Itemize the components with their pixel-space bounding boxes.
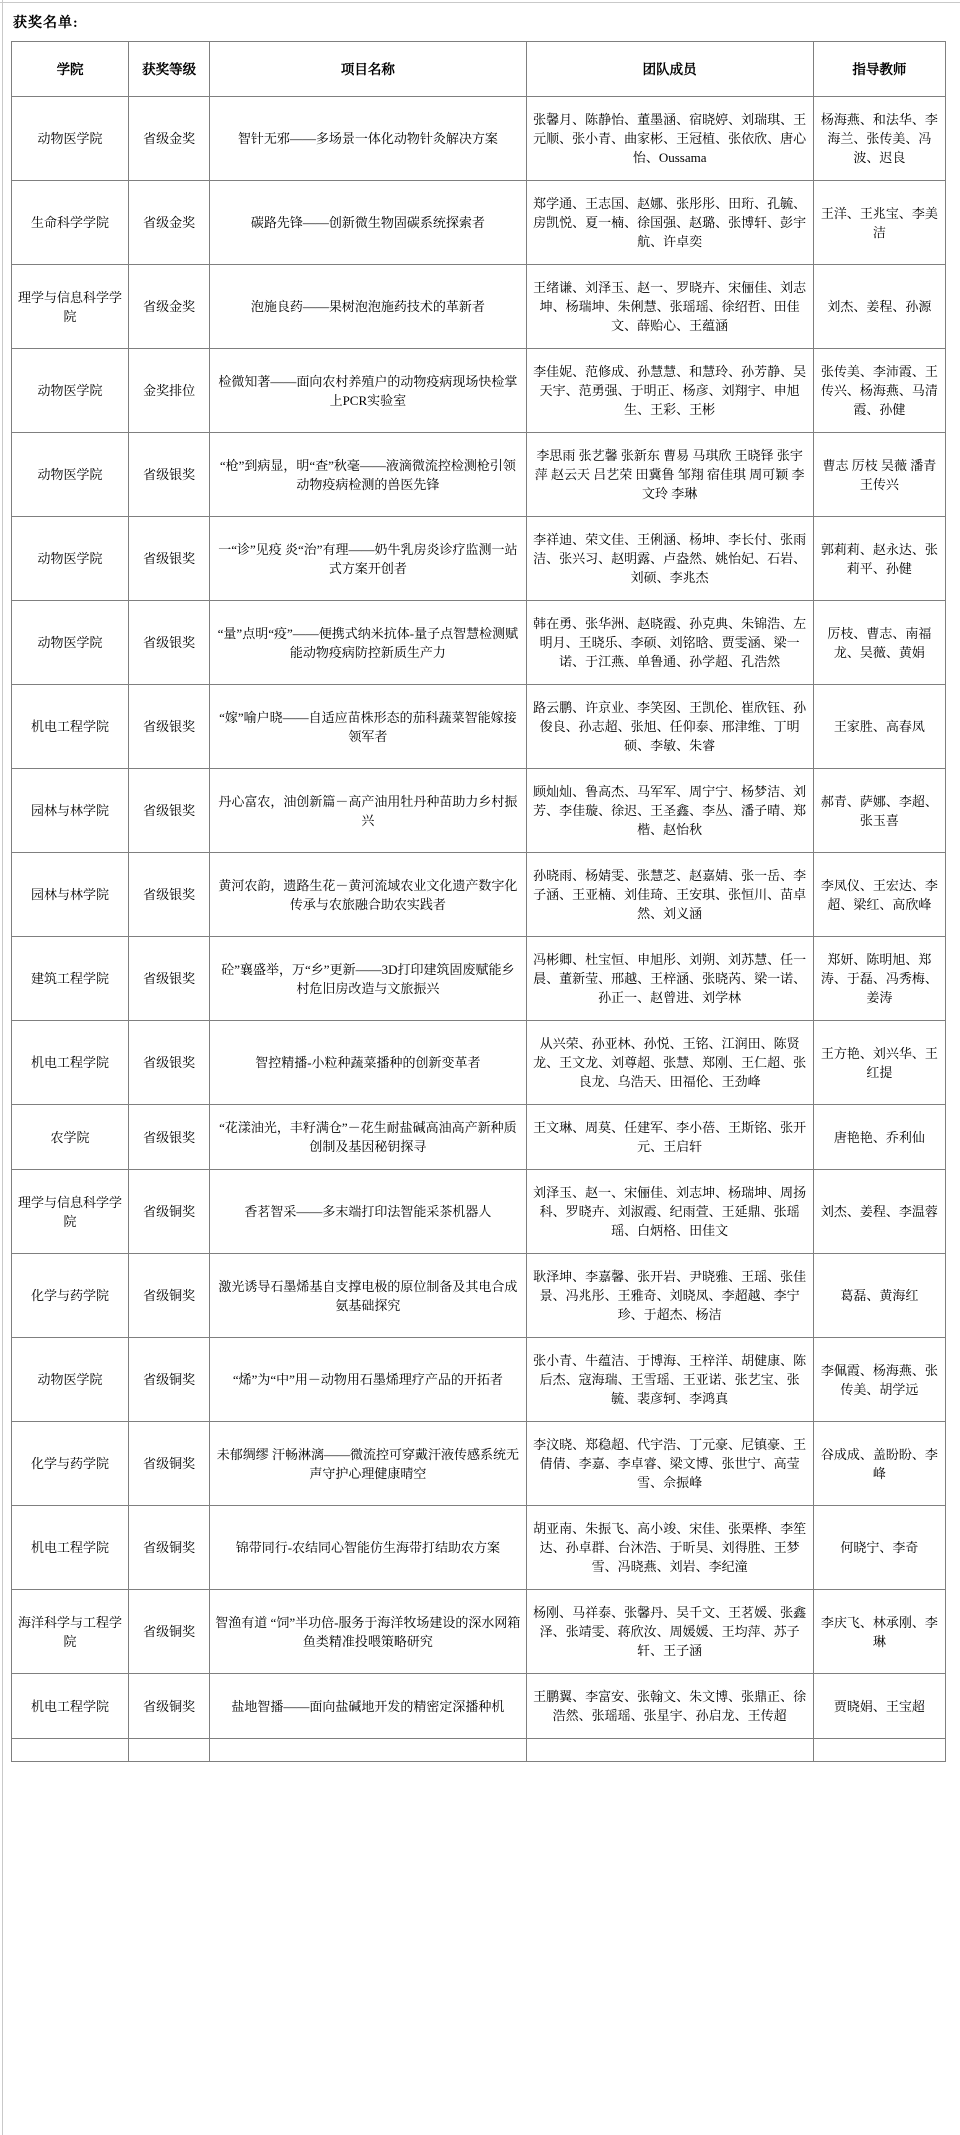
- college-cell: 动物医学院: [12, 517, 129, 601]
- col-header-college: 学院: [12, 42, 129, 97]
- award-level-cell: 省级银奖: [129, 517, 210, 601]
- col-header-award-level: 获奖等级: [129, 42, 210, 97]
- team-members-cell: 王文琳、周莫、任建军、李小蓓、王斯铭、张开元、王启轩: [526, 1105, 813, 1170]
- team-members-cell: 顾灿灿、鲁高杰、马军军、周宁宁、杨梦洁、刘芳、李佳璇、徐迟、王圣鑫、李丛、潘子晴、郑楷、赵怡秋: [526, 769, 813, 853]
- advisors-cell: 刘杰、姜程、孙源: [813, 265, 945, 349]
- advisors-cell: 李佩霞、杨海燕、张传美、胡学远: [813, 1338, 945, 1422]
- award-level-cell: 省级银奖: [129, 433, 210, 517]
- college-cell: 化学与药学院: [12, 1254, 129, 1338]
- college-cell: 机电工程学院: [12, 685, 129, 769]
- advisors-cell: 王家胜、高春凤: [813, 685, 945, 769]
- project-name-cell: 智控精播-小粒种蔬菜播种的创新变革者: [210, 1021, 526, 1105]
- advisors-cell: 何晓宁、李奇: [813, 1506, 945, 1590]
- empty-cell: [12, 1739, 129, 1762]
- project-name-cell: 丹心富农，油创新篇－高产油用牡丹种苗助力乡村振兴: [210, 769, 526, 853]
- table-row: [12, 1254, 946, 1338]
- col-header-advisors: 指导教师: [813, 42, 945, 97]
- award-level-cell: 省级铜奖: [129, 1170, 210, 1254]
- table-row: [12, 517, 946, 601]
- project-name-cell: 检微知著——面向农村养殖户的动物疫病现场快检掌上PCR实验室: [210, 349, 526, 433]
- award-level-cell: 省级金奖: [129, 265, 210, 349]
- advisors-cell: 李凤仪、王宏达、李超、梁红、高欣峰: [813, 853, 945, 937]
- award-level-cell: 省级银奖: [129, 685, 210, 769]
- team-members-cell: 从兴荣、孙亚林、孙悦、王铭、江润田、陈贤龙、王文龙、刘尊超、张慧、郑刚、王仁超、张良龙、乌浩天、田福伦、王劲峰: [526, 1021, 813, 1105]
- team-members-cell: 李思雨 张艺馨 张新东 曹易 马琪欣 王晓铎 张宇萍 赵云天 吕艺荣 田冀鲁 邹翔 宿佳琪 周可颖 李文玲 李琳: [526, 433, 813, 517]
- table-row: [12, 1506, 946, 1590]
- project-name-cell: 未郁绸缪 汗畅淋漓——微流控可穿戴汗液传感系统无声守护心理健康晴空: [210, 1422, 526, 1506]
- college-cell: 机电工程学院: [12, 1506, 129, 1590]
- page-title: 获奖名单:: [13, 16, 79, 31]
- team-members-cell: 韩在勇、张华洲、赵晓霞、孙克典、朱锦浩、左明月、王晓乐、李硕、刘铭晗、贾雯涵、梁一诺、于江燕、单鲁通、孙学超、孔浩然: [526, 601, 813, 685]
- team-members-cell: 耿泽坤、李嘉馨、张开岩、尹晓雅、王瑶、张佳景、冯兆彤、王雅奇、刘晓凤、李超越、李宁珍、于超杰、杨洁: [526, 1254, 813, 1338]
- project-name-cell: 碳路先锋——创新微生物固碳系统探索者: [210, 181, 526, 265]
- table-row: [12, 769, 946, 853]
- project-name-cell: 砼”襄盛举，万“乡”更新——3D打印建筑固废赋能乡村危旧房改造与文旅振兴: [210, 937, 526, 1021]
- top-gridline: [0, 2, 960, 3]
- table-row: [12, 1338, 946, 1422]
- college-cell: 生命科学学院: [12, 181, 129, 265]
- table-row: [12, 349, 946, 433]
- advisors-cell: 王方艳、刘兴华、王红提: [813, 1021, 945, 1105]
- award-level-cell: 省级银奖: [129, 601, 210, 685]
- project-name-cell: “嫁”喻户晓——自适应苗株形态的茄科蔬菜智能嫁接领军者: [210, 685, 526, 769]
- college-cell: 建筑工程学院: [12, 937, 129, 1021]
- team-members-cell: 路云鹏、许京业、李笑囡、王凯伦、崔欣钰、孙俊良、孙志超、张旭、任仰泰、邢津维、丁明硕、李敏、朱睿: [526, 685, 813, 769]
- award-level-cell: 金奖排位: [129, 349, 210, 433]
- team-members-cell: 王绪谦、刘泽玉、赵一、罗晓卉、宋俪佳、刘志坤、杨瑞坤、朱俐慧、张瑶瑶、徐绍哲、田佳文、薛贻心、王蕴涵: [526, 265, 813, 349]
- project-name-cell: 盐地智播——面向盐碱地开发的精密定深播种机: [210, 1674, 526, 1739]
- advisors-cell: 郝青、萨娜、李超、张玉喜: [813, 769, 945, 853]
- table-row: [12, 1422, 946, 1506]
- college-cell: 理学与信息科学学院: [12, 1170, 129, 1254]
- empty-cell: [526, 1739, 813, 1762]
- award-level-cell: 省级银奖: [129, 1105, 210, 1170]
- advisors-cell: 曹志 厉枝 吴薇 潘青 王传兴: [813, 433, 945, 517]
- project-name-cell: “量”点明“疫”——便携式纳米抗体-量子点智慧检测赋能动物疫病防控新质生产力: [210, 601, 526, 685]
- project-name-cell: 智针无邪——多场景一体化动物针灸解决方案: [210, 97, 526, 181]
- empty-cell: [813, 1739, 945, 1762]
- award-level-cell: 省级银奖: [129, 853, 210, 937]
- table-row: [12, 1105, 946, 1170]
- table-header-row: [12, 42, 946, 97]
- award-table: [11, 41, 946, 1762]
- table-row: [12, 1590, 946, 1674]
- table-row: [12, 685, 946, 769]
- col-header-team-members: 团队成员: [526, 42, 813, 97]
- advisors-cell: 郭莉莉、赵永达、张莉平、孙健: [813, 517, 945, 601]
- table-row: [12, 601, 946, 685]
- advisors-cell: 厉枝、曹志、南福龙、吴薇、黄娟: [813, 601, 945, 685]
- college-cell: 理学与信息科学学院: [12, 265, 129, 349]
- project-name-cell: 一“诊”见疫 炎“治”有理——奶牛乳房炎诊疗监测一站式方案开创者: [210, 517, 526, 601]
- team-members-cell: 杨刚、马祥泰、张馨丹、吴千文、王茗媛、张鑫泽、张靖雯、蒋欣汝、周媛媛、王均萍、苏子轩、王子涵: [526, 1590, 813, 1674]
- college-cell: 海洋科学与工程学院: [12, 1590, 129, 1674]
- college-cell: 动物医学院: [12, 1338, 129, 1422]
- empty-cell: [210, 1739, 526, 1762]
- college-cell: 园林与林学院: [12, 853, 129, 937]
- project-name-cell: 智渔有道 “饲”半功倍-服务于海洋牧场建设的深水网箱鱼类精准投喂策略研究: [210, 1590, 526, 1674]
- college-cell: 动物医学院: [12, 97, 129, 181]
- advisors-cell: 王洋、王兆宝、李美洁: [813, 181, 945, 265]
- empty-cell: [129, 1739, 210, 1762]
- empty-partial-row: [12, 1739, 946, 1762]
- award-level-cell: 省级铜奖: [129, 1506, 210, 1590]
- team-members-cell: 冯彬卿、杜宝恒、申旭彤、刘朔、刘苏慧、任一晨、董新莹、邢越、王梓涵、张晓芮、梁一诺、孙正一、赵曾进、刘学林: [526, 937, 813, 1021]
- team-members-cell: 张小青、牛蕴洁、于博海、王梓洋、胡健康、陈后杰、寇海瑞、王雪瑶、王亚诺、张艺宝、张毓、裴彦轲、李鸿真: [526, 1338, 813, 1422]
- team-members-cell: 李佳妮、范修成、孙慧慧、和慧玲、孙芳静、吴天宇、范勇强、于明正、杨彦、刘翔宇、申旭生、王彩、王彬: [526, 349, 813, 433]
- award-level-cell: 省级银奖: [129, 769, 210, 853]
- project-name-cell: “花漾油光，丰籽满仓”－花生耐盐碱高油高产新种质创制及基因秘钥探寻: [210, 1105, 526, 1170]
- team-members-cell: 郑学通、王志国、赵娜、张彤彤、田珩、孔毓、房凯悦、夏一楠、徐国强、赵璐、张博轩、彭宇航、许卓奕: [526, 181, 813, 265]
- table-row: [12, 937, 946, 1021]
- college-cell: 动物医学院: [12, 433, 129, 517]
- award-level-cell: 省级铜奖: [129, 1254, 210, 1338]
- table-row: [12, 1674, 946, 1739]
- project-name-cell: “枪”到病显，明“查”秋毫——液滴微流控检测枪引领动物疫病检测的兽医先锋: [210, 433, 526, 517]
- college-cell: 机电工程学院: [12, 1021, 129, 1105]
- project-name-cell: 香茗智采——多末端打印法智能采茶机器人: [210, 1170, 526, 1254]
- team-members-cell: 张馨月、陈静怡、董墨涵、宿晓婷、刘瑞琪、王元顺、张小青、曲家彬、王冠植、张依欣、唐心怡、Oussama: [526, 97, 813, 181]
- college-cell: 园林与林学院: [12, 769, 129, 853]
- college-cell: 农学院: [12, 1105, 129, 1170]
- project-name-cell: “烯”为“中”用－动物用石墨烯理疗产品的开拓者: [210, 1338, 526, 1422]
- award-level-cell: 省级金奖: [129, 181, 210, 265]
- advisors-cell: 唐艳艳、乔利仙: [813, 1105, 945, 1170]
- team-members-cell: 孙晓雨、杨婧雯、张慧芝、赵嘉婧、张一岳、李子涵、王亚楠、刘佳琦、王安琪、张恒川、苗卓然、刘义涵: [526, 853, 813, 937]
- award-level-cell: 省级铜奖: [129, 1590, 210, 1674]
- award-table-body: [12, 97, 946, 1762]
- advisors-cell: 杨海燕、和法华、李海兰、张传美、冯波、迟良: [813, 97, 945, 181]
- advisors-cell: 刘杰、姜程、李温蓉: [813, 1170, 945, 1254]
- award-level-cell: 省级金奖: [129, 97, 210, 181]
- table-row: [12, 1021, 946, 1105]
- table-row: [12, 97, 946, 181]
- award-level-cell: 省级铜奖: [129, 1422, 210, 1506]
- project-name-cell: 激光诱导石墨烯基自支撑电极的原位制备及其电合成氨基础探究: [210, 1254, 526, 1338]
- award-level-cell: 省级铜奖: [129, 1674, 210, 1739]
- college-cell: 机电工程学院: [12, 1674, 129, 1739]
- team-members-cell: 李汶晓、郑稳超、代宇浩、丁元豪、尼镇豪、王倩倩、李嘉、李卓睿、梁文博、张世宁、高莹雪、佘振峰: [526, 1422, 813, 1506]
- project-name-cell: 黄河农韵，遗路生花－黄河流域农业文化遗产数字化传承与农旅融合助农实践者: [210, 853, 526, 937]
- left-gridline: [2, 0, 3, 2135]
- award-level-cell: 省级银奖: [129, 1021, 210, 1105]
- table-row: [12, 853, 946, 937]
- col-header-project-name: 项目名称: [210, 42, 526, 97]
- advisors-cell: 张传美、李沛霞、王传兴、杨海燕、马清霞、孙健: [813, 349, 945, 433]
- advisors-cell: 贾晓娟、王宝超: [813, 1674, 945, 1739]
- table-row: [12, 433, 946, 517]
- advisors-cell: 郑妍、陈明旭、郑涛、于磊、冯秀梅、姜涛: [813, 937, 945, 1021]
- college-cell: 化学与药学院: [12, 1422, 129, 1506]
- table-row: [12, 1170, 946, 1254]
- project-name-cell: 泡施良药——果树泡泡施药技术的革新者: [210, 265, 526, 349]
- advisors-cell: 谷成成、盖盼盼、李峰: [813, 1422, 945, 1506]
- award-level-cell: 省级银奖: [129, 937, 210, 1021]
- college-cell: 动物医学院: [12, 601, 129, 685]
- team-members-cell: 胡亚南、朱振飞、高小竣、宋佳、张栗桦、李笙达、孙卓群、台沐浩、于昕昊、刘得胜、王梦雪、冯晓燕、刘岩、李纪潼: [526, 1506, 813, 1590]
- advisors-cell: 李庆飞、林承刚、李琳: [813, 1590, 945, 1674]
- project-name-cell: 锦带同行-农结同心智能仿生海带打结助农方案: [210, 1506, 526, 1590]
- award-level-cell: 省级铜奖: [129, 1338, 210, 1422]
- team-members-cell: 刘泽玉、赵一、宋俪佳、刘志坤、杨瑞坤、周扬科、罗晓卉、刘淑霞、纪雨萱、王延鼎、张瑶瑶、白炳格、田佳文: [526, 1170, 813, 1254]
- team-members-cell: 王鹏翼、李富安、张翰文、朱文博、张鼎正、徐浩然、张瑶瑶、张星宇、孙启龙、王传超: [526, 1674, 813, 1739]
- college-cell: 动物医学院: [12, 349, 129, 433]
- table-row: [12, 265, 946, 349]
- team-members-cell: 李祥迪、荣文佳、王俐涵、杨坤、李长付、张雨洁、张兴习、赵明露、卢盎然、姚怡妃、石岩、刘硕、李兆杰: [526, 517, 813, 601]
- table-row: [12, 181, 946, 265]
- advisors-cell: 葛磊、黄海红: [813, 1254, 945, 1338]
